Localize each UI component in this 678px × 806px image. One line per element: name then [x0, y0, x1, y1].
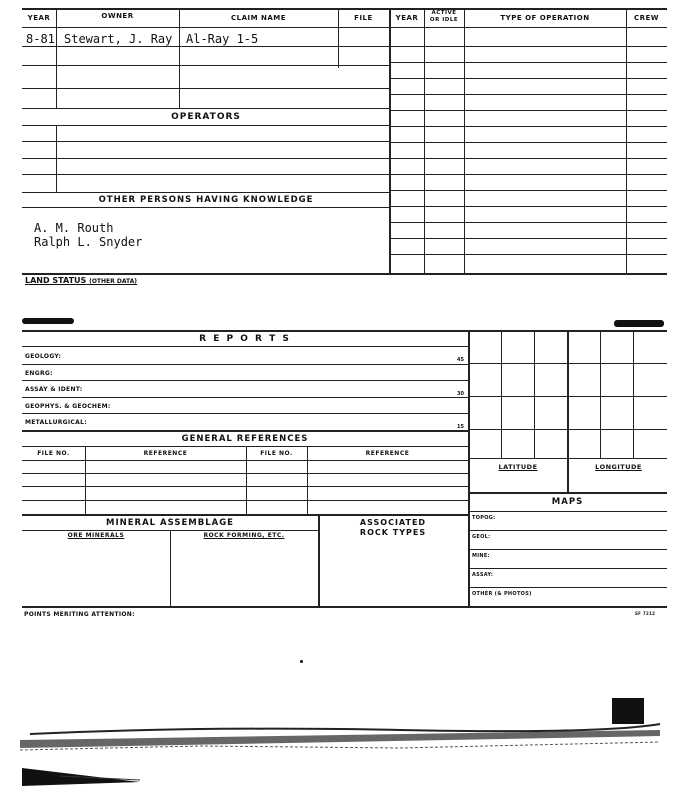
associated-rock-types-header: ASSOCIATED ROCK TYPES [359, 518, 427, 537]
scan-noise [0, 690, 678, 806]
ref-file-no-header: FILE NO. [37, 450, 70, 457]
owner-header: OWNER [101, 12, 134, 20]
report-row-engrg: ENGRG: [25, 370, 53, 377]
mineral-assemblage-title: MINERAL ASSEMBLAGE [105, 518, 234, 528]
file-header: FILE [354, 14, 373, 22]
ref-reference-header: REFERENCE [143, 450, 188, 457]
ops-year-header: YEAR [395, 14, 419, 22]
points-meriting-attention-label: POINTS MERITING ATTENTION: [24, 611, 135, 618]
year-header: YEAR [27, 14, 51, 22]
margin-number: 45 [457, 357, 464, 363]
longitude-label: LONGITUDE [595, 463, 642, 471]
map-mine: MINE: [472, 553, 490, 559]
other-persons-title: OTHER PERSONS HAVING KNOWLEDGE [98, 195, 314, 205]
ref-file-no-header-2: FILE NO. [260, 450, 293, 457]
entry-claim-name: Al-Ray 1-5 [186, 32, 259, 46]
report-row-geology: GEOLOGY: [25, 353, 62, 360]
ref-reference-header-2: REFERENCE [365, 450, 410, 457]
reports-title: R E P O R T S [199, 334, 291, 344]
scan-speck [300, 660, 303, 663]
scan-smudge [22, 318, 74, 324]
land-status-label: LAND STATUS (OTHER DATA) [25, 276, 138, 285]
maps-title: MAPS [551, 497, 584, 507]
operators-title: OPERATORS [171, 112, 241, 122]
map-topog: TOPOG: [472, 515, 496, 521]
ore-minerals-header: ORE MINERALS [67, 532, 125, 539]
report-row-metallurgical: METALLURGICAL: [25, 419, 87, 426]
person-name-1: A. M. Routh [34, 221, 114, 235]
form-number: SF 7212 [635, 611, 656, 616]
claim-name-header: CLAIM NAME [230, 14, 287, 22]
margin-number: 15 [457, 424, 464, 430]
person-name-2: Ralph L. Snyder [34, 235, 143, 249]
general-references-title: GENERAL REFERENCES [181, 434, 309, 444]
latitude-label: LATITUDE [498, 463, 538, 471]
entry-owner: Stewart, J. Ray [64, 32, 173, 46]
entry-year: 8-81 [26, 32, 55, 46]
map-other: OTHER (& PHOTOS) [472, 591, 532, 597]
report-row-assay: ASSAY & IDENT: [25, 386, 83, 393]
map-geol: GEOL: [472, 534, 491, 540]
map-assay: ASSAY: [472, 572, 494, 578]
margin-number: 30 [457, 391, 464, 397]
crew-header: CREW [633, 14, 660, 22]
scan-smudge [614, 320, 664, 327]
type-of-operation-header: TYPE OF OPERATION [500, 14, 590, 22]
rock-forming-header: ROCK FORMING, ETC. [203, 532, 285, 539]
active-idle-header: ACTIVE OR IDLE [429, 10, 459, 23]
report-row-geophys: GEOPHYS. & GEOCHEM: [25, 403, 111, 410]
